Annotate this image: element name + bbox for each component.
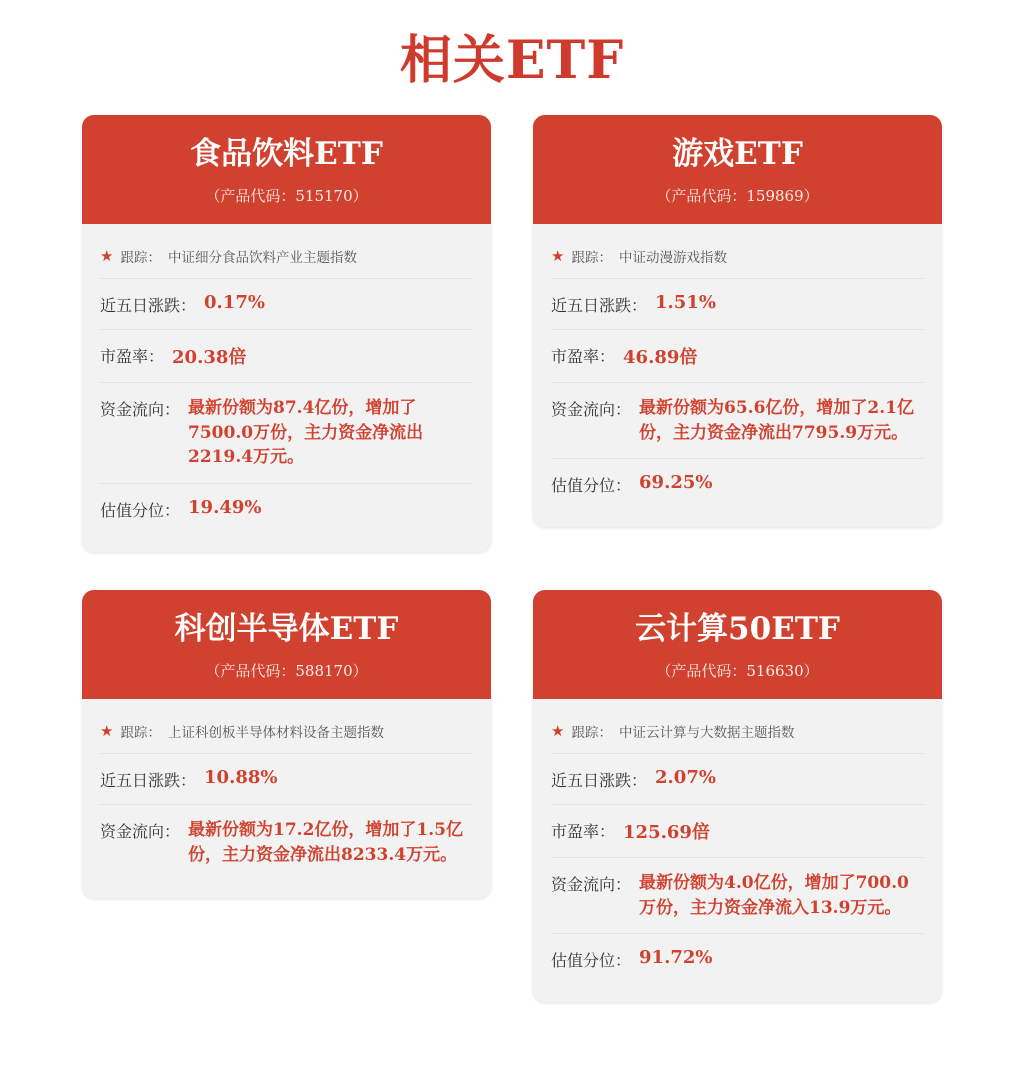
- etf-valuation-value: 91.72%: [639, 947, 713, 969]
- etf-card-body: [533, 699, 942, 1002]
- etf-track-row: [551, 238, 924, 279]
- etf-track-label: 跟踪：: [571, 725, 612, 741]
- etf-card[interactable]: [82, 590, 491, 898]
- etf-pe-row: [551, 805, 924, 858]
- etf-name: 游戏ETF: [672, 136, 803, 172]
- etf-five-day-value: 2.07%: [655, 767, 716, 789]
- star-icon: ★: [100, 722, 114, 740]
- etf-fund-flow-row: [100, 805, 473, 880]
- etf-five-day-label: 近五日涨跌：: [100, 771, 197, 791]
- etf-track-row: [100, 238, 473, 279]
- etf-track-row: [100, 713, 473, 754]
- etf-valuation-row: [551, 934, 924, 984]
- etf-valuation-row: [100, 484, 473, 534]
- etf-card[interactable]: [82, 115, 491, 552]
- etf-fund-flow-value: 最新份额为4.0亿份，增加了700.0万份，主力资金净流入13.9万元。: [639, 873, 909, 918]
- etf-valuation-label: 估值分位：: [551, 951, 632, 971]
- etf-fund-flow-label: 资金流向：: [551, 875, 632, 895]
- etf-pe-value: 46.89倍: [623, 347, 698, 369]
- etf-code: （产品代码：516630）: [656, 662, 819, 681]
- etf-fund-flow-label: 资金流向：: [100, 822, 181, 842]
- etf-code: （产品代码：515170）: [205, 187, 368, 206]
- etf-fund-flow-value: 最新份额为65.6亿份，增加了2.1亿份，主力资金净流出7795.9万元。: [639, 398, 914, 443]
- etf-five-day-label: 近五日涨跌：: [551, 771, 648, 791]
- etf-five-day-label: 近五日涨跌：: [551, 296, 648, 316]
- etf-five-day-row: [551, 279, 924, 330]
- etf-pe-row: [551, 330, 924, 383]
- etf-pe-label: 市盈率：: [551, 347, 616, 367]
- etf-code: （产品代码：159869）: [656, 187, 819, 206]
- etf-five-day-value: 10.88%: [204, 767, 278, 789]
- etf-code: （产品代码：588170）: [205, 662, 368, 681]
- etf-valuation-label: 估值分位：: [100, 501, 181, 521]
- etf-track-value: 上证科创板半导体材料设备主题指数: [167, 725, 384, 741]
- etf-track-value: 中证云计算与大数据主题指数: [618, 725, 795, 741]
- etf-pe-value: 20.38倍: [172, 347, 247, 369]
- page-title: 相关ETF: [399, 30, 625, 91]
- etf-fund-flow-row: [551, 383, 924, 459]
- star-icon: ★: [551, 722, 565, 740]
- etf-five-day-row: [551, 754, 924, 805]
- star-icon: ★: [100, 247, 114, 265]
- etf-track-label: 跟踪：: [120, 250, 161, 266]
- etf-pe-label: 市盈率：: [100, 347, 165, 367]
- etf-five-day-value: 0.17%: [204, 292, 265, 314]
- etf-five-day-value: 1.51%: [655, 292, 716, 314]
- etf-fund-flow-label: 资金流向：: [551, 400, 632, 420]
- etf-card[interactable]: [533, 590, 942, 1002]
- etf-fund-flow-value: 最新份额为17.2亿份，增加了1.5亿份，主力资金净流出8233.4万元。: [188, 820, 463, 865]
- etf-card-header: [533, 590, 942, 699]
- etf-pe-value: 125.69倍: [623, 822, 710, 844]
- etf-name: 云计算50ETF: [635, 611, 840, 648]
- etf-card-grid: [0, 115, 1024, 1002]
- etf-track-value: 中证动漫游戏指数: [618, 250, 727, 266]
- etf-valuation-label: 估值分位：: [551, 476, 632, 496]
- etf-name: 科创半导体ETF: [174, 611, 399, 648]
- etf-card[interactable]: [533, 115, 942, 527]
- etf-fund-flow-value: 最新份额为87.4亿份，增加了7500.0万份，主力资金净流出2219.4万元。: [188, 398, 424, 468]
- etf-name: 食品饮料ETF: [190, 136, 383, 172]
- etf-track-value: 中证细分食品饮料产业主题指数: [167, 250, 357, 266]
- etf-card-header: [82, 115, 491, 224]
- star-icon: ★: [551, 247, 565, 265]
- etf-card-header: [82, 590, 491, 699]
- etf-card-body: [533, 224, 942, 527]
- etf-card-body: [82, 699, 491, 898]
- etf-valuation-value: 69.25%: [639, 472, 713, 494]
- etf-card-body: [82, 224, 491, 552]
- etf-five-day-row: [100, 754, 473, 805]
- etf-card-header: [533, 115, 942, 224]
- etf-track-label: 跟踪：: [571, 250, 612, 266]
- etf-fund-flow-label: 资金流向：: [100, 400, 181, 420]
- etf-track-label: 跟踪：: [120, 725, 161, 741]
- etf-five-day-row: [100, 279, 473, 330]
- etf-fund-flow-row: [551, 858, 924, 934]
- etf-track-row: [551, 713, 924, 754]
- etf-five-day-label: 近五日涨跌：: [100, 296, 197, 316]
- etf-pe-label: 市盈率：: [551, 822, 616, 842]
- etf-valuation-row: [551, 459, 924, 509]
- etf-fund-flow-row: [100, 383, 473, 484]
- etf-valuation-value: 19.49%: [188, 497, 262, 519]
- etf-pe-row: [100, 330, 473, 383]
